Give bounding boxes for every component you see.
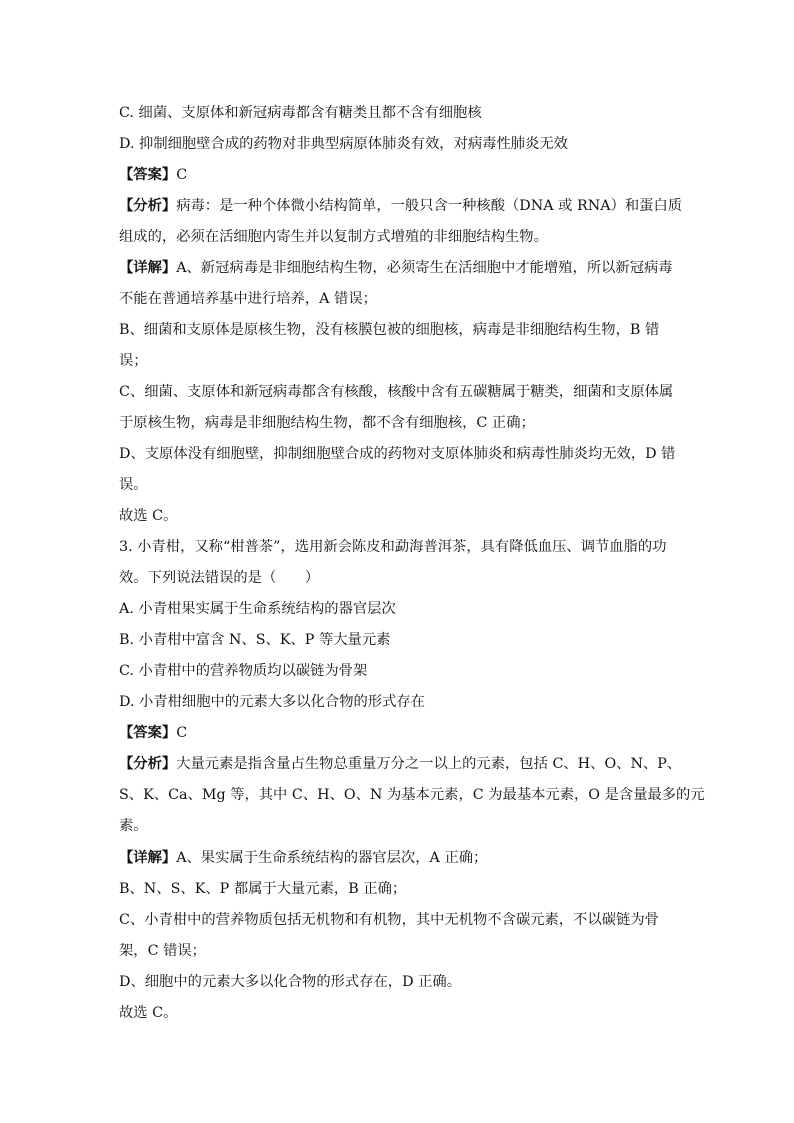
q3-option-d: D. 小青柑细胞中的元素大多以化合物的形式存在 <box>119 694 425 710</box>
q3-conclusion: 故选 C。 <box>119 1005 178 1021</box>
q2-detail-line-d1: D、支原体没有细胞壁，抑制细胞壁合成的药物对支原体肺炎和病毒性肺炎均无效，D 错 <box>119 446 676 462</box>
q3-analysis-line-2: S、K、Ca、Mg 等，其中 C、H、O、N 为基本元素，C 为最基本元素，O 是含量最多的元 <box>119 787 705 803</box>
answer-value: C <box>176 167 188 183</box>
q2-option-c: C. 细菌、支原体和新冠病毒都含有糖类且都不含有细胞核 <box>119 105 482 121</box>
q3-option-a: A. 小青柑果实属于生命系统结构的器官层次 <box>119 601 396 617</box>
q2-detail-line-a2: 不能在普通培养基中进行培养，A 错误； <box>119 291 377 307</box>
q3-option-c: C. 小青柑中的营养物质均以碳链为骨架 <box>119 663 368 679</box>
q2-detail-line-d2: 误。 <box>119 477 148 493</box>
q3-answer <box>119 723 679 743</box>
detail-tag: 【详解】 <box>119 850 177 866</box>
q3-detail-line-a <box>119 848 679 868</box>
q3-analysis-line-3: 素。 <box>119 818 148 834</box>
detail-text: A、新冠病毒是非细胞结构生物，必须寄生在活细胞中才能增殖，所以新冠病毒 <box>176 260 673 276</box>
q3-stem-line-2: 效。下列说法错误的是（ ） <box>119 570 320 586</box>
q2-detail-line-c1: C、细菌、支原体和新冠病毒都含有核酸，核酸中含有五碳糖属于糖类，细菌和支原体属 <box>119 384 674 400</box>
q2-detail-line-b1: B、细菌和支原体是原核生物，没有核膜包被的细胞核，病毒是非细胞结构生物，B 错 <box>119 322 660 338</box>
q3-detail-line-d: D、细胞中的元素大多以化合物的形式存在，D 正确。 <box>119 974 461 990</box>
q3-stem-line-1: 3. 小青柑，又称“柑普茶”，选用新会陈皮和勐海普洱茶，具有降低血压、调节血脂的功 <box>119 539 667 555</box>
q2-detail-line-c2: 于原核生物，病毒是非细胞结构生物，都不含有细胞核，C 正确； <box>119 415 535 431</box>
q3-option-b: B. 小青柑中富含 N、S、K、P 等大量元素 <box>119 632 391 648</box>
analysis-text: 大量元素是指含量占生物总重量万分之一以上的元素，包括 C、H、O、N、P、 <box>176 756 682 772</box>
q3-analysis-line-1 <box>119 754 682 774</box>
q2-detail-line-b2: 误； <box>119 353 148 369</box>
q3-detail-line-b: B、N、S、K、P 都属于大量元素，B 正确； <box>119 881 407 897</box>
analysis-text: 病毒：是一种个体微小结构简单，一般只含一种核酸（DNA 或 RNA）和蛋白质 <box>176 198 683 214</box>
detail-text: A、果实属于生命系统结构的器官层次，A 正确； <box>176 850 488 866</box>
q2-analysis-line-2: 组成的，必须在活细胞内寄生并以复制方式增殖的非细胞结构生物。 <box>119 229 548 245</box>
analysis-tag: 【分析】 <box>119 198 177 214</box>
q2-answer <box>119 165 679 185</box>
q2-option-d: D. 抑制细胞壁合成的药物对非典型病原体肺炎有效，对病毒性肺炎无效 <box>119 136 568 152</box>
answer-value: C <box>176 725 188 741</box>
q3-detail-line-c2: 架，C 错误； <box>119 943 206 959</box>
q3-detail-line-c1: C、小青柑中的营养物质包括无机物和有机物，其中无机物不含碳元素，不以碳链为骨 <box>119 912 659 928</box>
detail-tag: 【详解】 <box>119 260 177 276</box>
q2-analysis-line-1 <box>119 196 683 216</box>
q2-conclusion: 故选 C。 <box>119 508 178 524</box>
q2-detail-line-a1 <box>119 258 679 278</box>
analysis-tag: 【分析】 <box>119 756 177 772</box>
answer-tag: 【答案】 <box>119 167 177 183</box>
answer-tag: 【答案】 <box>119 725 177 741</box>
